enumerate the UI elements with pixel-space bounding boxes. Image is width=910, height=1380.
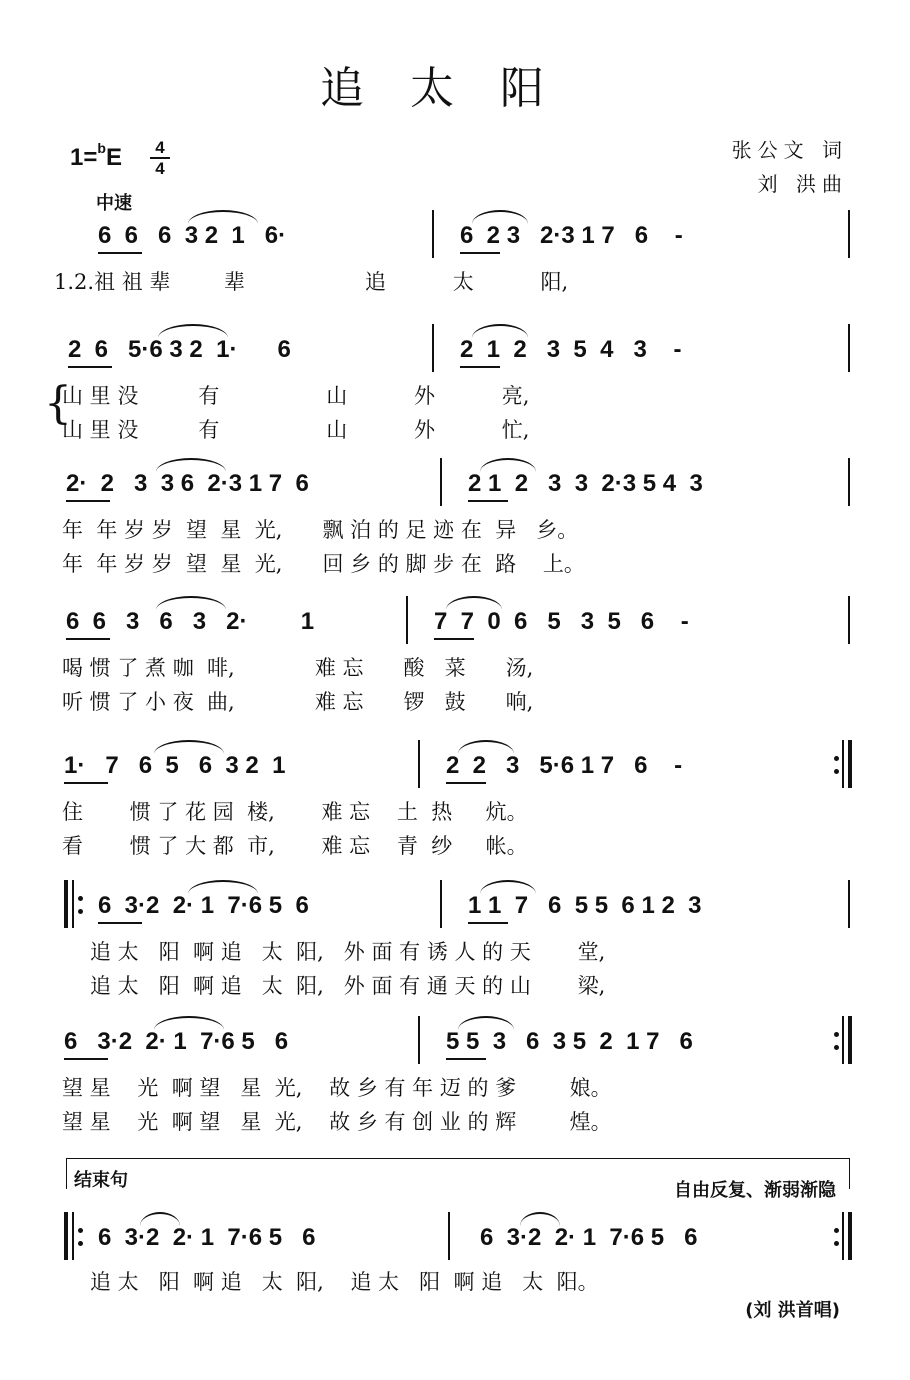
ending-lyrics: 追 太 阳 啊 追 太 阳, 追 太 阳 啊 追 太 阳。 — [90, 1270, 599, 1294]
beam-underline — [460, 252, 500, 254]
bar-line — [440, 880, 442, 928]
slur — [188, 210, 258, 224]
notes-left: 2 6 5·6 3 2 1· 6 — [68, 336, 291, 363]
beam-underline — [460, 366, 500, 368]
slur — [472, 324, 528, 338]
bar-line — [440, 458, 442, 506]
bar-line — [406, 596, 408, 644]
lyric-line: 追 太 阳 啊 追 太 阳, 外 面 有 诱 人 的 天 堂, — [90, 940, 606, 964]
slur — [472, 210, 528, 224]
ending-repeat-start-thin-bar — [72, 1212, 74, 1260]
beam-underline — [98, 252, 142, 254]
ending-notes-left: 6 3·2 2· 1 7·6 5 6 — [98, 1224, 316, 1251]
repeat-dots — [834, 754, 840, 776]
flat-sign: b — [97, 140, 106, 156]
bar-line — [418, 1016, 420, 1064]
slur — [188, 880, 258, 894]
bar-line — [432, 324, 434, 372]
bar-line-end — [848, 210, 850, 258]
song-title: 追太阳 — [320, 63, 590, 114]
notes-left: 6 6 6 3 2 1 6· — [98, 222, 287, 249]
key-note: E — [105, 144, 122, 171]
beam-underline — [64, 782, 108, 784]
lyric-line: 听 惯 了 小 夜 曲, 难 忘 锣 鼓 响, — [62, 690, 534, 714]
notes-left: 1· 7 6 5 6 3 2 1 — [64, 752, 286, 779]
lyric-line: 年 年 岁 岁 望 星 光, 飘 泊 的 足 迹 在 异 乡。 — [62, 518, 579, 542]
slur — [480, 880, 536, 894]
ending-repeat-end-thick-bar — [848, 1212, 852, 1260]
notes-right: 6 2 3 2·3 1 7 6 - — [460, 222, 683, 249]
bar-line-end — [848, 880, 850, 928]
ending-repeat-end-dots — [834, 1226, 840, 1248]
beam-underline — [434, 638, 474, 640]
repeat-thick-bar — [848, 740, 852, 788]
slur — [154, 740, 224, 754]
beam-underline — [66, 638, 110, 640]
slur — [480, 458, 536, 472]
ending-repeat-end-thin-bar — [842, 1212, 844, 1260]
repeat-thick-bar — [848, 1016, 852, 1064]
lyric-line: 1.2.祖 祖 辈 辈 追 太 阳, — [54, 270, 569, 294]
repeat-start-thin-bar — [72, 880, 74, 928]
verse-brace: { — [44, 378, 72, 429]
time-signature — [150, 139, 170, 177]
ending-notes-right: 6 3·2 2· 1 7·6 5 6 — [480, 1224, 698, 1251]
slur — [446, 596, 502, 610]
notes-right: 2 2 3 5·6 1 7 6 - — [446, 752, 683, 779]
ending-label: 结束句 — [74, 1170, 128, 1191]
lyric-line: 山 里 没 有 山 外 亮, — [62, 384, 530, 408]
ending-repeat-start-thick-bar — [64, 1212, 68, 1260]
key-signature — [70, 140, 122, 172]
lyric-line: 追 太 阳 啊 追 太 阳, 外 面 有 通 天 的 山 梁, — [90, 974, 606, 998]
beam-underline — [468, 500, 508, 502]
beam-underline — [98, 922, 142, 924]
beam-underline — [64, 1058, 108, 1060]
slur — [154, 1016, 224, 1030]
slur — [458, 740, 514, 754]
repeat-start-dots — [78, 894, 84, 916]
meter-bottom: 4 — [155, 159, 165, 178]
key-prefix: 1= — [70, 144, 98, 171]
bar-line — [418, 740, 420, 788]
slur — [156, 596, 226, 610]
notes-right: 1 1 7 6 5 5 6 1 2 3 — [468, 892, 702, 919]
beam-underline — [468, 922, 508, 924]
bar-line-end — [848, 458, 850, 506]
slur — [520, 1212, 560, 1226]
ending-bar-line — [448, 1212, 450, 1260]
meter-top: 4 — [155, 138, 165, 157]
lyric-line: 望 星 光 啊 望 星 光, 故 乡 有 年 迈 的 爹 娘。 — [62, 1076, 612, 1100]
bar-line — [432, 210, 434, 258]
ending-repeat-start-dots — [78, 1226, 84, 1248]
lyric-line: 山 里 没 有 山 外 忙, — [62, 418, 530, 442]
notes-right: 7 7 0 6 5 3 5 6 - — [434, 608, 689, 635]
slur — [458, 1016, 514, 1030]
repeat-thin-bar — [842, 1016, 844, 1064]
repeat-start-thick-bar — [64, 880, 68, 928]
notes-right: 2 1 2 3 3 2·3 5 4 3 — [468, 470, 703, 497]
beam-underline — [446, 1058, 486, 1060]
beam-underline — [446, 782, 486, 784]
bar-line-end — [848, 324, 850, 372]
slur — [158, 324, 228, 338]
composer-credit: 刘 洪曲 — [757, 172, 848, 196]
lyric-line: 年 年 岁 岁 望 星 光, 回 乡 的 脚 步 在 路 上。 — [62, 552, 585, 576]
notes-left: 2· 2 3 3 6 2·3 1 7 6 — [66, 470, 309, 497]
lyric-line: 喝 惯 了 煮 咖 啡, 难 忘 酸 菜 汤, — [62, 656, 534, 680]
lyric-line: 住 惯 了 花 园 楼, 难 忘 土 热 炕。 — [62, 800, 528, 824]
notes-left: 6 3·2 2· 1 7·6 5 6 — [98, 892, 309, 919]
lyricist-credit: 张公文 词 — [731, 138, 848, 162]
slur — [156, 458, 226, 472]
beam-underline — [68, 366, 112, 368]
tempo-marking: 中速 — [96, 193, 132, 214]
slur — [140, 1212, 180, 1226]
notes-right: 2 1 2 3 5 4 3 - — [460, 336, 682, 363]
notes-right: 5 5 3 6 3 5 2 1 7 6 — [446, 1028, 693, 1055]
repeat-dots — [834, 1030, 840, 1052]
notes-left: 6 3·2 2· 1 7·6 5 6 — [64, 1028, 289, 1055]
repeat-thin-bar — [842, 740, 844, 788]
lyric-line: 望 星 光 啊 望 星 光, 故 乡 有 创 业 的 辉 煌。 — [62, 1110, 612, 1134]
singer-credit: (刘 洪首唱) — [745, 1300, 840, 1321]
notes-left: 6 6 3 6 3 2· 1 — [66, 608, 315, 635]
beam-underline — [66, 500, 110, 502]
fade-instruction: 自由反复、渐弱渐隐 — [674, 1180, 836, 1201]
lyric-line: 看 惯 了 大 都 市, 难 忘 青 纱 帐。 — [62, 834, 528, 858]
bar-line-end — [848, 596, 850, 644]
